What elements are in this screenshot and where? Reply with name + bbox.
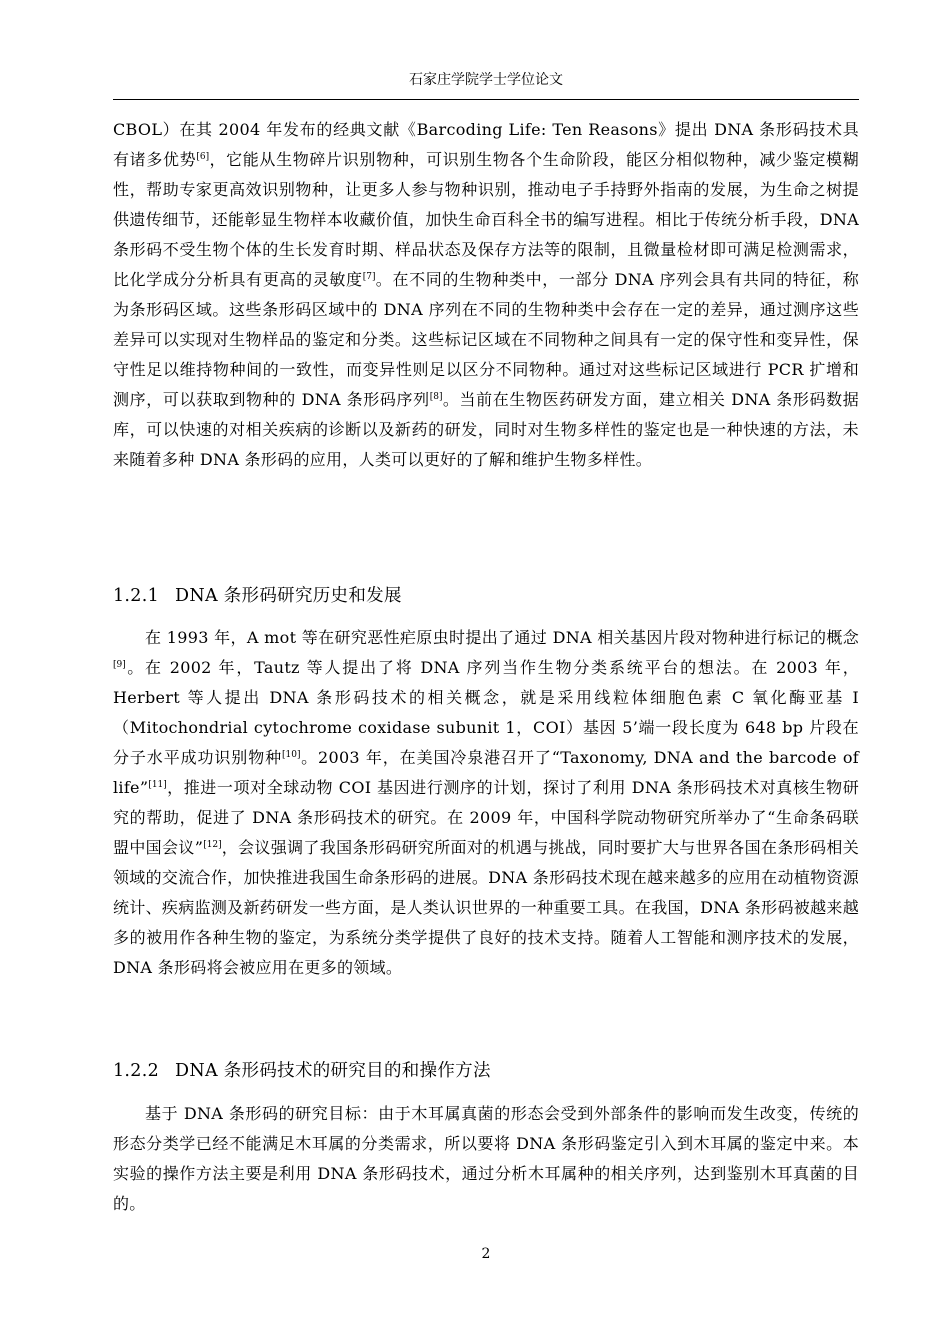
citation-ref: [10] <box>282 750 301 760</box>
section-heading-1-2-1 <box>113 581 859 611</box>
citation-ref: [11] <box>148 780 167 790</box>
citation-ref: [7] <box>362 272 376 282</box>
section-number: 1.2.2 <box>113 1061 160 1081</box>
page-number: 2 <box>481 1246 491 1262</box>
paragraph-text: ，推进一项对全球动物 COI 基因进行测序的计划，探讨了利用 DNA 条形码技术对真核生物研究的帮助，促进了 DNA 条形码技术的研究。在 2009 年，中国科学院动物研究所举办了“生命条码联盟中国会议” <box>113 778 859 857</box>
paragraph-text: 。当前在生物医药研发方面，建立相关 DNA 条形码数据库，可以快速的对相关疾病的诊断以及新药的研发，同时对生物多样性的鉴定也是一种快速的方法，未来随着多种 DNA 条形码的应用，人类可以更好的了解和维护生物多样性。 <box>113 390 860 469</box>
citation-ref: [9] <box>113 660 126 670</box>
paragraph-text: 。2003 年，在美国冷泉港召开了“Taxonomy, DNA and the barcode of life” <box>113 748 859 797</box>
paragraph-text: ，会议强调了我国条形码研究所面对的机遇与挑战，同时要扩大与世界各国在条形码相关领域的交流合作，加快推进我国生命条形码的进展。DNA 条形码技术现在越来越多的应用在动植物资源统计、疾病监测及新药研发一些方面，是人类认识世界的一种重要工具。在我国，DNA 条形码被越来越多的被用作各种生物的鉴定，为系统分类学提供了良好的技术支持。随着人工智能和测序技术的发展，DNA 条形码将会被应用在更多的领域。 <box>113 838 859 977</box>
section-heading-1-2-2 <box>113 1056 859 1086</box>
paragraph-text: 。在 2002 年，Tautz 等人提出了将 DNA 序列当作生物分类系统平台的想法。在 2003 年，Herbert 等人提出 DNA 条形码技术的相关概念，就是采用线粒体细胞色素 C 氧化酶亚基 I（Mitochondrial cytochrome coxidase subunit 1，COI）基因 5’端一段长度为 648 bp 片段在分子水平成功识别物种 <box>113 658 859 767</box>
paragraph-intro-continued <box>113 115 859 475</box>
section-title: DNA 条形码技术的研究目的和操作方法 <box>175 1061 491 1081</box>
page-header: 石家庄学院学士学位论文 <box>409 72 563 88</box>
paragraph-text: 。在不同的生物种类中，一部分 DNA 序列会具有共同的特征，称为条形码区域。这些条形码区域中的 DNA 序列在不同的生物种类中会存在一定的差异，通过测序这些差异可以实现对生物样品的鉴定和分类。这些标记区域在不同物种之间具有一定的保守性和变异性，保守性足以维持物种间的一致性，而变异性则足以区分不同物种。通过对这些标记区域进行 PCR 扩增和测序，可以获取到物种的 DNA 条形码序列 <box>113 270 859 409</box>
paragraph-text: CBOL）在其 2004 年发布的经典文献《Barcoding Life: Ten Reasons》提出 DNA 条形码技术具有诸多优势 <box>113 120 859 169</box>
citation-ref: [12] <box>203 840 222 850</box>
paragraph-history <box>113 623 859 983</box>
section-number: 1.2.1 <box>113 586 160 606</box>
paragraph-purpose-methods <box>113 1099 859 1219</box>
paragraph-text: ，它能从生物碎片识别物种，可识别生物各个生命阶段，能区分相似物种，减少鉴定模糊性，帮助专家更高效识别物种，让更多人参与物种识别，推动电子手持野外指南的发展，为生命之树提供遗传细节，还能彰显生物样本收藏价值，加快生命百科全书的编写进程。相比于传统分析手段，DNA 条形码不受生物个体的生长发育时期、样品状态及保存方法等的限制，且微量检材即可满足检测需求，比化学成分分析具有更高的灵敏度 <box>113 150 859 289</box>
section-title: DNA 条形码研究历史和发展 <box>175 586 402 606</box>
header-rule <box>113 99 859 100</box>
paragraph-text: 在 1993 年，A mot 等在研究恶性疟原虫时提出了通过 DNA 相关基因片段对物种进行标记的概念 <box>145 628 859 647</box>
paragraph-text: 基于 DNA 条形码的研究目标：由于木耳属真菌的形态会受到外部条件的影响而发生改变，传统的形态分类学已经不能满足木耳属的分类需求，所以要将 DNA 条形码鉴定引入到木耳属的鉴定中来。本实验的操作方法主要是利用 DNA 条形码技术，通过分析木耳属种的相关序列，达到鉴别木耳真菌的目的。 <box>113 1104 859 1213</box>
citation-ref: [8] <box>429 392 443 402</box>
citation-ref: [6] <box>196 152 210 162</box>
